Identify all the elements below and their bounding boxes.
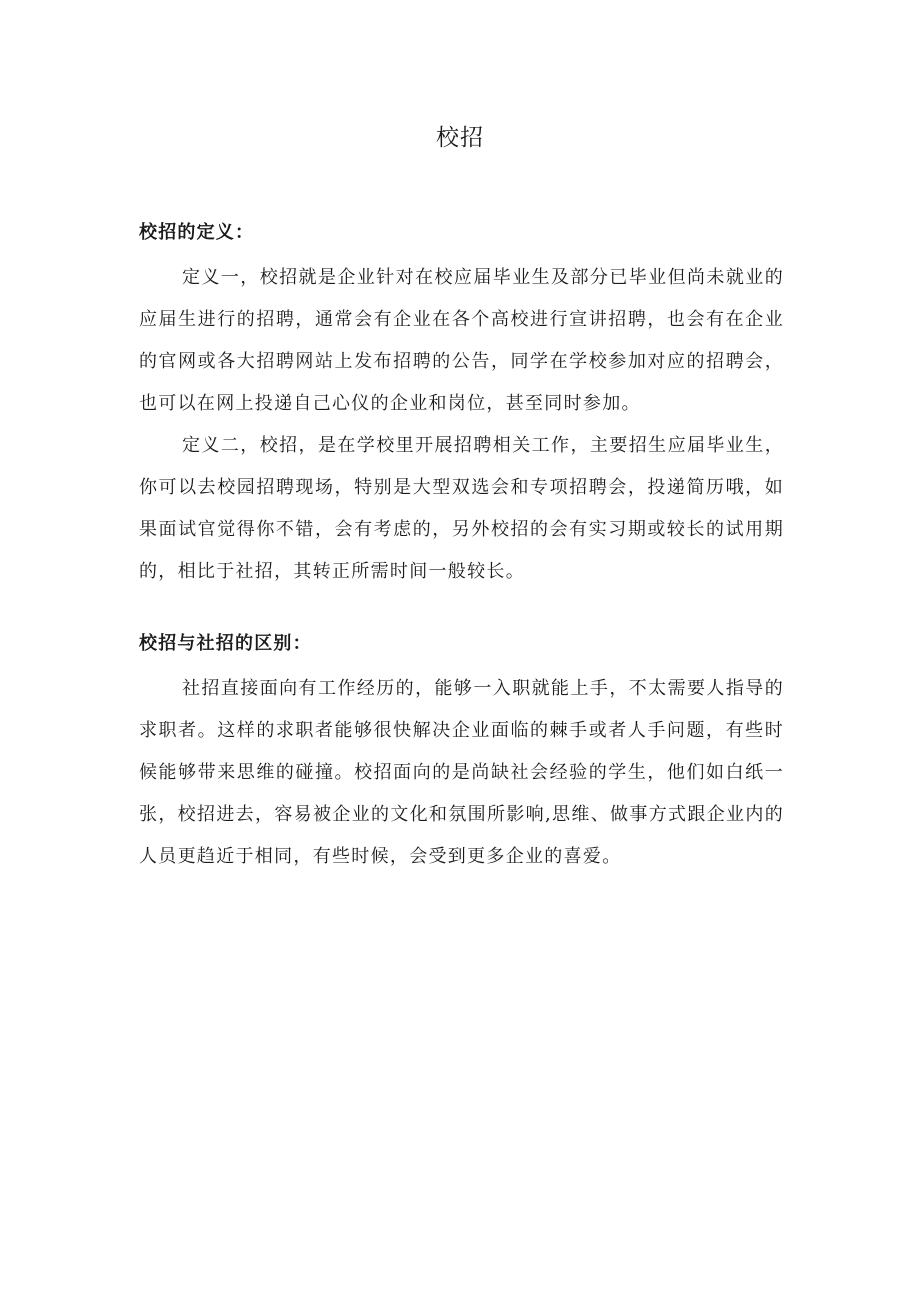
section-heading-difference: 校招与社招的区别： [139, 633, 312, 654]
document-title: 校招 [436, 125, 484, 151]
paragraph-definition-one: 定义一，校招就是企业针对在校应届毕业生及部分已毕业但尚未就业的应届生进行的招聘，通常会有企业在各个高校进行宣讲招聘，也会有在企业的官网或各大招聘网站上发布招聘的公告，同学在学校参加对应的招聘会，也可以在网上投递自己心仪的企业和岗位，甚至同时参加。 [139, 267, 784, 414]
section-gap [139, 593, 784, 623]
section-heading-definition: 校招的定义： [139, 222, 255, 243]
paragraph-definition-two: 定义二，校招，是在学校里开展招聘相关工作，主要招生应届毕业生，你可以去校园招聘现场，特别是大型双选会和专项招聘会，投递简历哦，如果面试官觉得你不错，会有考虑的，另外校招的会有实习期或较长的试用期的，相比于社招，其转正所需时间一般较长。 [139, 435, 784, 582]
paragraph-difference: 社招直接面向有工作经历的，能够一入职就能上手，不太需要人指导的求职者。这样的求职者能够很快解决企业面临的棘手或者人手问题，有些时候能够带来思维的碰撞。校招面向的是尚缺社会经验的学生，他们如白纸一张，校招进去，容易被企业的文化和氛围所影响,思维、做事方式跟企业内的人员更趋近于相同，有些时候，会受到更多企业的喜爱。 [139, 678, 784, 867]
document-body [139, 212, 784, 878]
